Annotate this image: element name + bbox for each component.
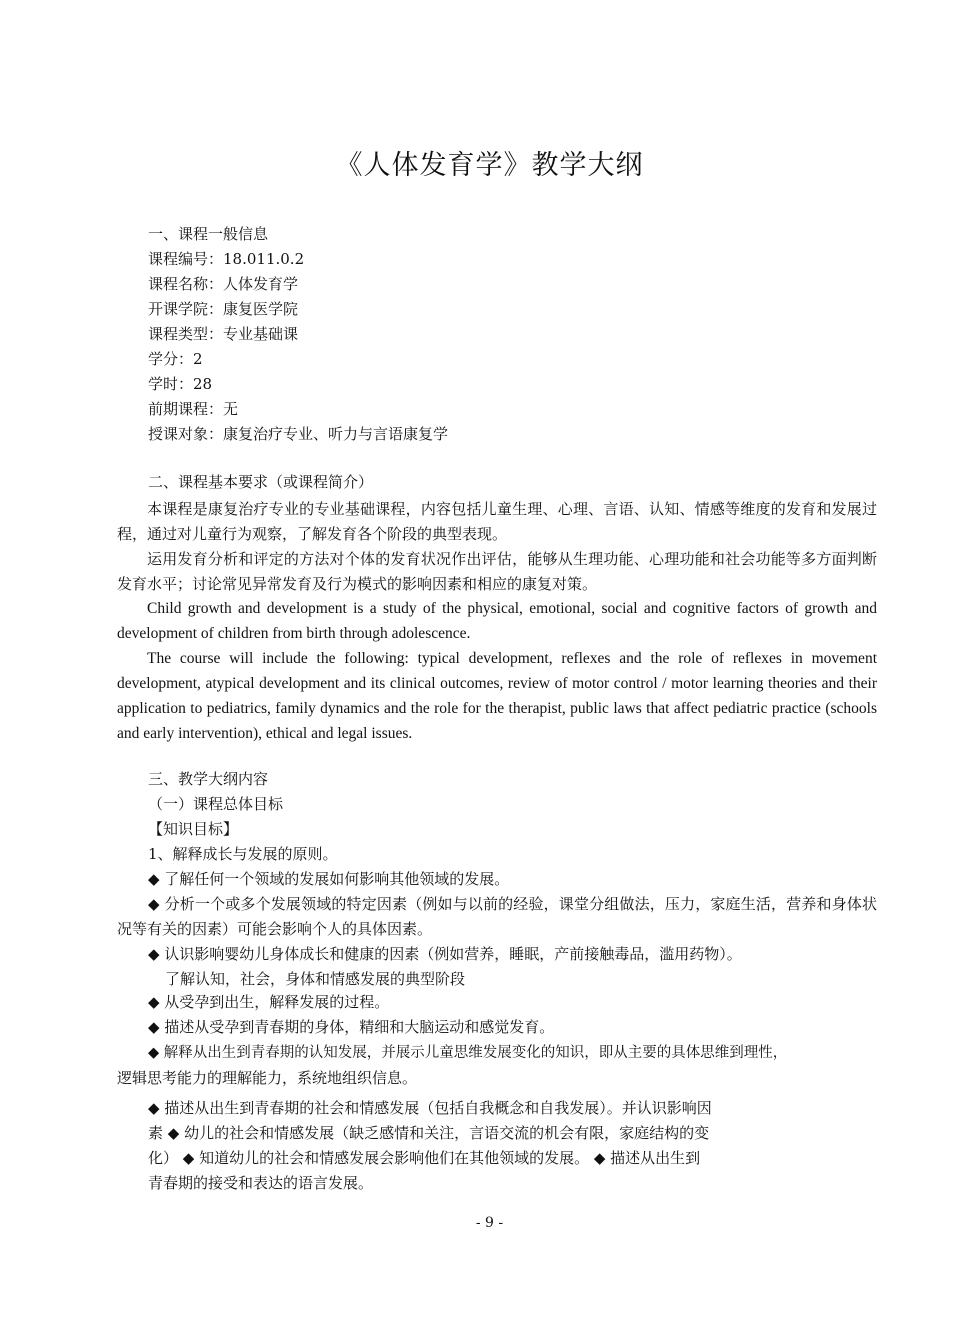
document-title: 《人体发育学》教学大纲 [335, 150, 644, 181]
bullet-item: ◆ 描述从出生到青春期的社会和情感发展（包括自我概念和自我发展）。并认识影响因 [148, 1099, 712, 1117]
course-name-line: 课程名称：人体发育学 [148, 275, 299, 293]
audience-line: 授课对象：康复治疗专业、听力与言语康复学 [148, 425, 449, 443]
intro-paragraph-2: 运用发育分析和评定的方法对个体的发育状况作出评估，能够从生理功能、心理功能和社会功能等多方面判断发育水平；讨论常见异常发育及行为模式的影响因素和相应的康复对策。 [117, 550, 877, 593]
bullet-item-continued: 青春期的接受和表达的语言发展。 [148, 1174, 374, 1192]
section1-heading: 一、课程一般信息 [148, 225, 269, 243]
overall-objectives-heading: （一）课程总体目标 [148, 795, 284, 813]
objective-item-1: 1、解释成长与发展的原则。 [148, 845, 338, 863]
bullet-item: ◆ 解释从出生到青春期的认知发展，并展示儿童思维发展变化的知识，即从主要的具体思维到理性， [148, 1045, 788, 1061]
course-type-line: 课程类型：专业基础课 [148, 325, 299, 343]
intro-paragraph-1: 本课程是康复治疗专业的专业基础课程，内容包括儿童生理、心理、言语、认知、情感等维度的发育和发展过程，通过对儿童行为观察，了解发育各个阶段的典型表现。 [117, 500, 877, 543]
page-number: - 9 - [475, 1215, 504, 1231]
bullet-item: ◆ 从受孕到出生，解释发展的过程。 [148, 993, 390, 1011]
stages-line: 了解认知，社会，身体和情感发展的典型阶段 [165, 970, 466, 988]
bullet-item: ◆ 描述从受孕到青春期的身体，精细和大脑运动和感觉发育。 [148, 1018, 555, 1036]
knowledge-objectives-heading: 【知识目标】 [148, 820, 239, 838]
course-code-line: 课程编号：18.011.0.2 [148, 250, 305, 268]
hours-line: 学时：28 [148, 375, 213, 393]
bullet-item-continued: 素 ◆ 幼儿的社会和情感发展（缺乏感情和关注，言语交流的机会有限，家庭结构的变 [148, 1124, 710, 1142]
english-paragraph-2: The course will include the following: typical development, reflexes and the role of reflexes in movement development, atypical development and its clinical outcomes, review of motor control / motor learning theories and their application to pediatrics, family dynamics and the role for the therapist, public laws that affect pediatric practice (schools and early intervention), ethical and legal issues. [117, 650, 877, 742]
section2-heading: 二、课程基本要求（或课程简介） [148, 473, 374, 491]
credits-line: 学分：2 [148, 350, 203, 368]
prerequisite-line: 前期课程：无 [148, 400, 239, 418]
college-line: 开课学院：康复医学院 [148, 300, 299, 318]
section3-heading: 三、教学大纲内容 [148, 770, 269, 788]
bullet-item: ◆ 分析一个或多个发展领域的特定因素（例如与以前的经验，课堂分组做法，压力，家庭生活，营养和身体状况等有关的因素）可能会影响个人的具体因素。 [117, 895, 877, 938]
bullet-item-continued: 化） ◆ 知道幼儿的社会和情感发展会影响他们在其他领域的发展。 ◆ 描述从出生到 [148, 1149, 701, 1167]
english-paragraph-1: Child growth and development is a study of the physical, emotional, social and cognitive factors of growth and development of children from birth through adolescence. [117, 600, 877, 642]
bullet-item: ◆ 了解任何一个领域的发展如何影响其他领域的发展。 [148, 870, 510, 888]
bullet-item-continued: 逻辑思考能力的理解能力，系统地组织信息。 [117, 1069, 418, 1087]
bullet-item: ◆ 认识影响婴幼儿身体成长和健康的因素（例如营养，睡眠，产前接触毒品，滥用药物）。 [148, 945, 742, 963]
